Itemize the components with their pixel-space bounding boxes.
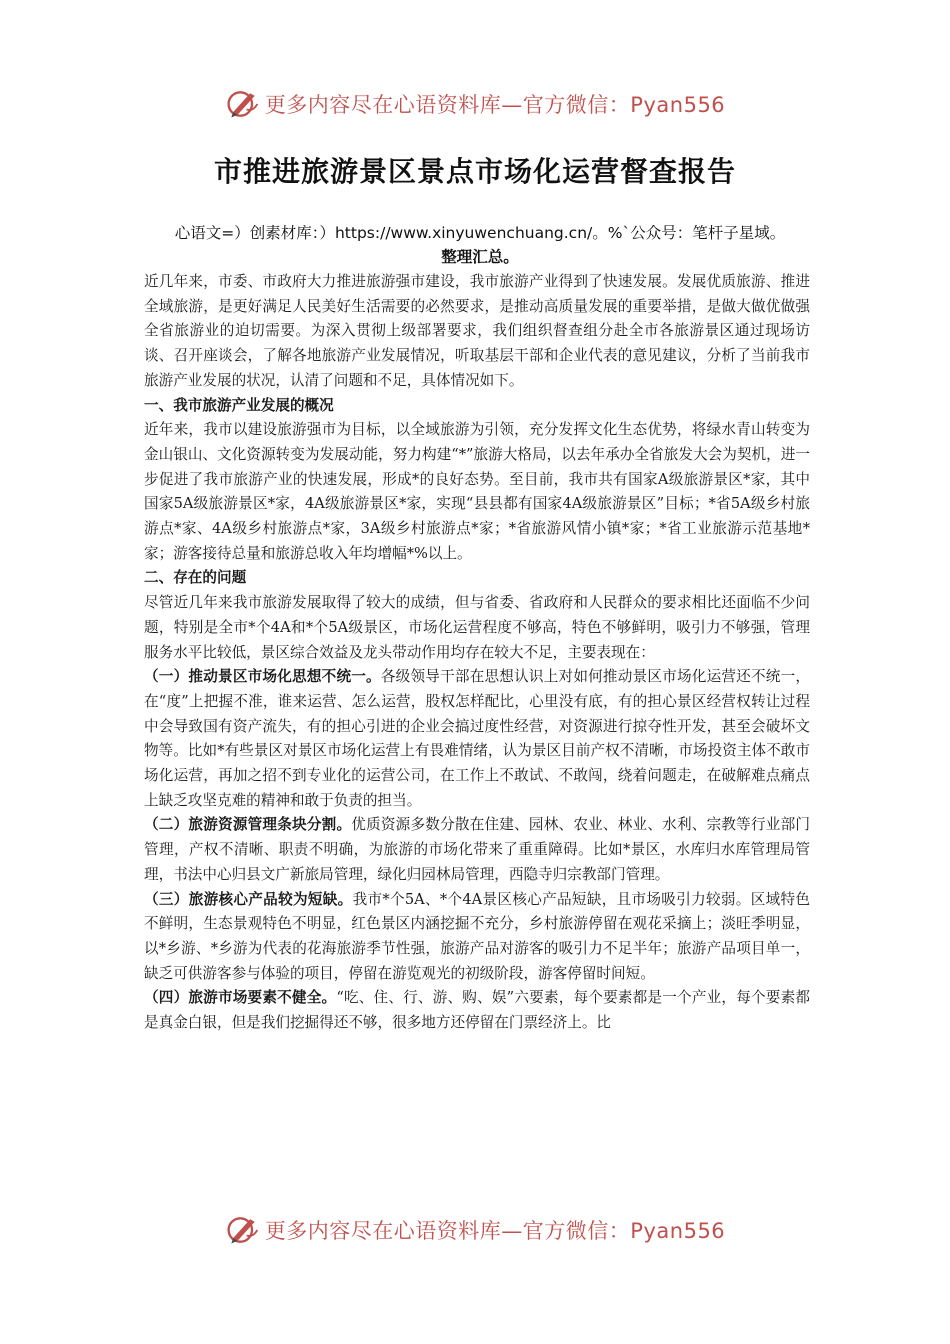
banner-text: 更多内容尽在心语资料库—官方微信：Pyan556 (264, 93, 726, 117)
section-2-paragraph: 尽管近几年来我市旅游发展取得了较大的成绩，但与省委、省政府和人民群众的要求相比还面临不少问题，特别是全市*个4A和*个5A级景区，市场化运营程度不够高，特色不够鲜明，吸引力不够强，管理服务水平比较低，景区综合效益及龙头带动作用均存在较大不足，主要表现在： (144, 594, 810, 661)
issue-item-2-label: （二）旅游资源管理条块分割。 (144, 816, 352, 834)
issue-item-4-text: “吃、住、行、游、购、娱”六要素，每个要素都是一个产业，每个要素都是真金白银，但是我们挖掘得还不够，很多地方还停留在门票经济上。比 (144, 989, 810, 1032)
issue-item-1 (144, 665, 810, 813)
pen-logo-icon (225, 86, 261, 122)
pen-logo-icon (225, 1212, 261, 1248)
issue-item-1-text: 各级领导干部在思想认识上对如何推动景区市场化运营还不统一，在“度”上把握不准，谁来运营、怎么运营，股权怎样配比，心里没有底，有的担心景区经营权转让过程中会导致国有资产流失，有的担心引进的企业会搞过度性经营，对资源进行掠夺性开发，甚至会破坏文物等。比如*有些景区对景区市场化运营上有畏难情绪，认为景区目前产权不清晰，市场投资主体不敢市场化运营，再加之招不到专业化的运营公司，在工作上不敢试、不敢闯，绕着问题走，在破解难点痛点上缺乏攻坚克难的精神和敢于负责的担当。 (144, 668, 810, 809)
footer-banner (0, 1208, 950, 1252)
header-banner (0, 82, 950, 126)
source-line-2: 整理汇总。 (441, 248, 519, 266)
section-1-paragraph: 近年来，我市以建设旅游强市为目标，以全域旅游为引领，充分发挥文化生态优势，将绿水青山转变为金山银山、文化资源转变为发展动能，努力构建“*”旅游大格局，以去年承办全省旅发大会为契机，进一步促进了我市旅游产业的快速发展，形成*的良好态势。至目前，我市共有国家A级旅游景区*家，其中国家5A级旅游景区*家，4A级旅游景区*家，实现“县县都有国家4A级旅游景区”目标；*省5A级乡村旅游点*家、4A级乡村旅游点*家，3A级乡村旅游点*家；*省旅游风情小镇*家；*省工业旅游示范基地*家；游客接待总量和旅游总收入年均增幅*%以上。 (144, 421, 810, 562)
issue-item-4 (144, 986, 810, 1035)
issue-item-3-label: （三）旅游核心产品较为短缺。 (144, 890, 353, 908)
section-1-heading: 一、我市旅游产业发展的概况 (144, 396, 334, 414)
issue-item-3-text: 我市*个5A、*个4A景区核心产品短缺，且市场吸引力较弱。区域特色不鲜明，生态景观特色不明显，红色景区内涵挖掘不充分，乡村旅游停留在观花采摘上；淡旺季明显，以*乡游、*乡游为代表的花海旅游季节性强，旅游产品对游客的吸引力不足半年；旅游产品项目单一，缺乏可供游客参与体验的项目，停留在游览观光的初级阶段，游客停留时间短。 (144, 890, 810, 982)
intro-paragraph: 近几年来，市委、市政府大力推进旅游强市建设，我市旅游产业得到了快速发展。发展优质旅游、推进全域旅游，是更好满足人民美好生活需要的必然要求，是推动高质量发展的重要举措，是做大做优做强全省旅游业的迫切需要。为深入贯彻上级部署要求，我们组织督查组分赴全市各旅游景区通过现场访谈、召开座谈会，了解各地旅游产业发展情况，听取基层干部和企业代表的意见建议，分析了当前我市旅游产业发展的状况，认清了问题和不足，具体情况如下。 (144, 273, 810, 389)
document-body (144, 270, 810, 1036)
source-line-1: 心语文=）创素材库：）https://www.xinyuwenchuang.cn/。%`公众号：笔杆子星域。 (174, 224, 786, 242)
source-note (140, 221, 820, 269)
section-2-heading: 二、存在的问题 (144, 569, 247, 587)
issue-item-1-label: （一）推动景区市场化思想不统一。 (144, 668, 381, 686)
issue-item-2-text: 优质资源多数分散在住建、园林、农业、林业、水利、宗教等行业部门管理，产权不清晰、职责不明确，为旅游的市场化带来了重重障碍。比如*景区，水库归水库管理局管理，书法中心归县文广新旅局管理，绿化归园林局管理，西隐寺归宗教部门管理。 (144, 816, 810, 883)
issue-item-4-label: （四）旅游市场要素不健全。 (144, 989, 337, 1007)
issue-item-3 (144, 888, 810, 987)
banner-text: 更多内容尽在心语资料库—官方微信：Pyan556 (264, 1219, 726, 1243)
page-title: 市推进旅游景区景点市场化运营督查报告 (213, 155, 736, 188)
issue-item-2 (144, 813, 810, 887)
